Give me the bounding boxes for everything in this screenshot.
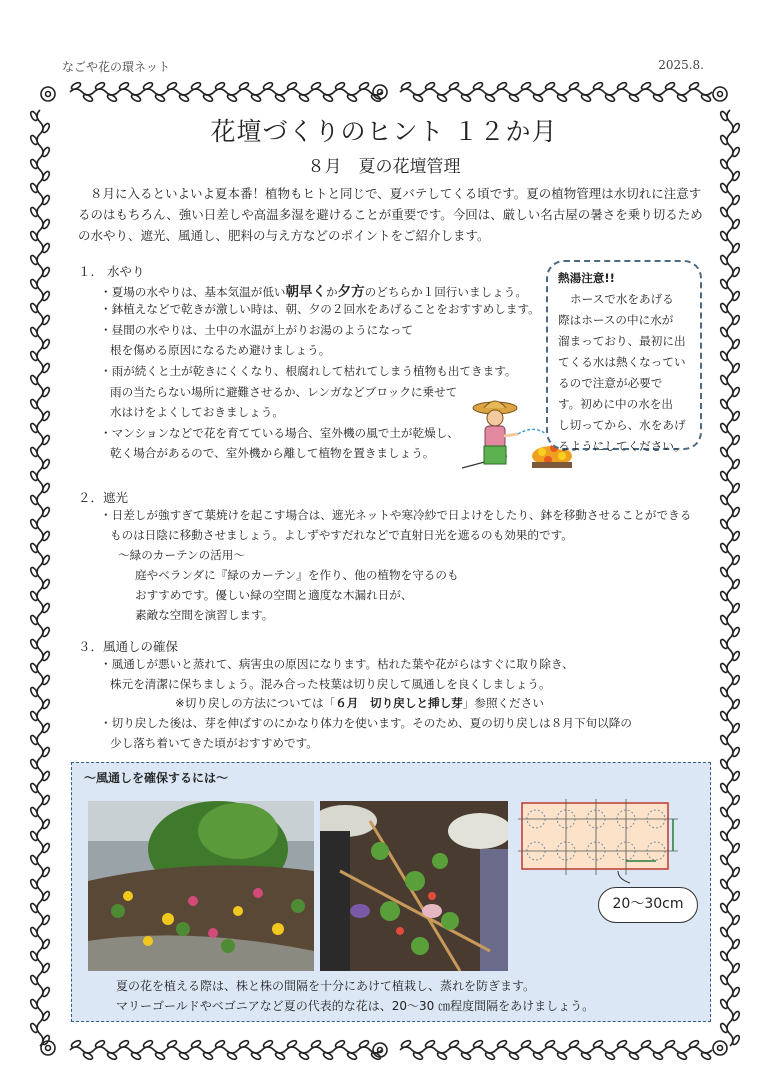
heat-warning-line: るようにしてください。 xyxy=(558,439,686,453)
watering-line-4: 根を傷める原因になるため避けましょう。 xyxy=(110,343,331,357)
heat-warning-line: るので注意が必要で xyxy=(558,376,663,390)
watering-line-2: ・鉢植えなどで乾きが激しい時は、朝、夕の２回水をあげることをおすすめします。 xyxy=(100,302,540,316)
watering-line-5: ・雨が続くと土が乾きにくくなり、根腐れして枯れてしまう植物も出てきます。 xyxy=(100,364,517,378)
watering-line-8: ・マンションなどで花を育てている場合、室外機の風で土が乾燥し、 xyxy=(100,426,459,440)
organization-name: なごや花の環ネット xyxy=(62,60,171,74)
ventilation-reference: ※切り戻しの方法については「６月 切り戻しと挿し芽」参照ください xyxy=(175,696,544,710)
tip-box-title: ～風通しを確保するには～ xyxy=(84,771,229,785)
green-curtain-heading: ～緑のカーテンの活用～ xyxy=(118,548,245,562)
heat-warning-title: 熱湯注意!! xyxy=(558,271,615,285)
ventilation-line-1: ・風通しが悪いと蒸れて、病害虫の原因になります。枯れた葉や花がらはすぐに取り除き、 xyxy=(100,657,574,671)
heat-warning-line: す。初めに中の水を出 xyxy=(558,397,674,411)
shading-line-2: ものは日陰に移動させましょう。よしずやすだれなどで直射日光を遮るのも効果的です。 xyxy=(110,528,573,542)
heat-warning-line: 際はホースの中に水が xyxy=(558,313,674,327)
ventilation-line-2: 株元を清潔に保ちましょう。混み合った枝葉は切り戻して風通しを良くしましょう。 xyxy=(110,677,551,691)
heat-warning-line: 溜まっており、最初に出 xyxy=(558,334,686,348)
watering-line-1: ・夏場の水やりは、基本気温が低い朝早くか夕方のどちらか１回行いましょう。 xyxy=(100,284,527,300)
shading-line-1: ・日差しが強すぎて葉焼けを起こす場合は、遮光ネットや寒冷紗で日よけをしたり、鉢を移動させることができる xyxy=(100,508,692,522)
heat-warning-line: し切ってから、水をあげ xyxy=(558,418,686,432)
heat-warning-note xyxy=(546,260,702,453)
tip-caption-2: マリーゴールドやベゴニアなど夏の代表的な花は、20～30 ㎝程度間隔をあけましょう。 xyxy=(116,999,595,1013)
section-heading-watering: １. 水やり xyxy=(78,264,145,279)
planting-photo xyxy=(320,801,508,971)
heat-warning-line: てくる水は熱くなってい xyxy=(558,355,686,369)
watering-line-9: 乾く場合があるので、室外機から離して植物を置きましょう。 xyxy=(110,446,435,460)
page-subtitle: ８月 夏の花壇管理 xyxy=(307,157,461,177)
shading-line-4: 庭やベランダに『緑のカーテン』を作り、他の植物を守るのも xyxy=(135,568,459,582)
page-title: 花壇づくりのヒント １２か月 xyxy=(210,117,558,146)
section-heading-shading: ２．遮光 xyxy=(78,490,129,505)
ventilation-tip-box xyxy=(71,762,711,1022)
heat-warning-line: ホースで水をあげる xyxy=(570,292,674,306)
section-heading-ventilation: ３．風通しの確保 xyxy=(78,639,179,654)
ventilation-line-5: 少し落ち着いてきた頃がおすすめです。 xyxy=(110,736,318,750)
watering-line-6: 雨の当たらない場所に避難させるか、レンガなどブロックに乗せて xyxy=(110,385,458,399)
intro-paragraph: ８月に入るといよいよ夏本番！植物もヒトと同じで、夏バテしてくる頃です。夏の植物管理は水切れに注意するのはもちろん、強い日差しや高温多湿を避けることが重要です。今回は、厳しい名古屋の暑さを乗り切るための水やり、遮光、風通し、肥料の与え方などのポイントをご紹介します。 xyxy=(78,186,703,243)
tip-caption-1: 夏の花を植える際は、株と株の間隔を十分にあけて植栽し、蒸れを防ぎます。 xyxy=(116,979,536,993)
spacing-label: 20～30cm xyxy=(598,887,698,923)
watering-line-7: 水はけをよくしておきましょう。 xyxy=(110,405,284,419)
watering-line-3: ・昼間の水やりは、土中の水温が上がりお湯のようになって xyxy=(100,323,414,337)
issue-date: 2025.8. xyxy=(658,58,704,72)
shading-line-5: おすすめです。優しい緑の空間と適度な木漏れ日が、 xyxy=(135,588,413,602)
ventilation-line-4: ・切り戻した後は、芽を伸ばすのにかなり体力を使います。そのため、夏の切り戻しは８月下旬以降の xyxy=(100,716,632,730)
flowerbed-photo xyxy=(88,801,314,971)
shading-line-6: 素敵な空間を演習します。 xyxy=(135,608,274,622)
